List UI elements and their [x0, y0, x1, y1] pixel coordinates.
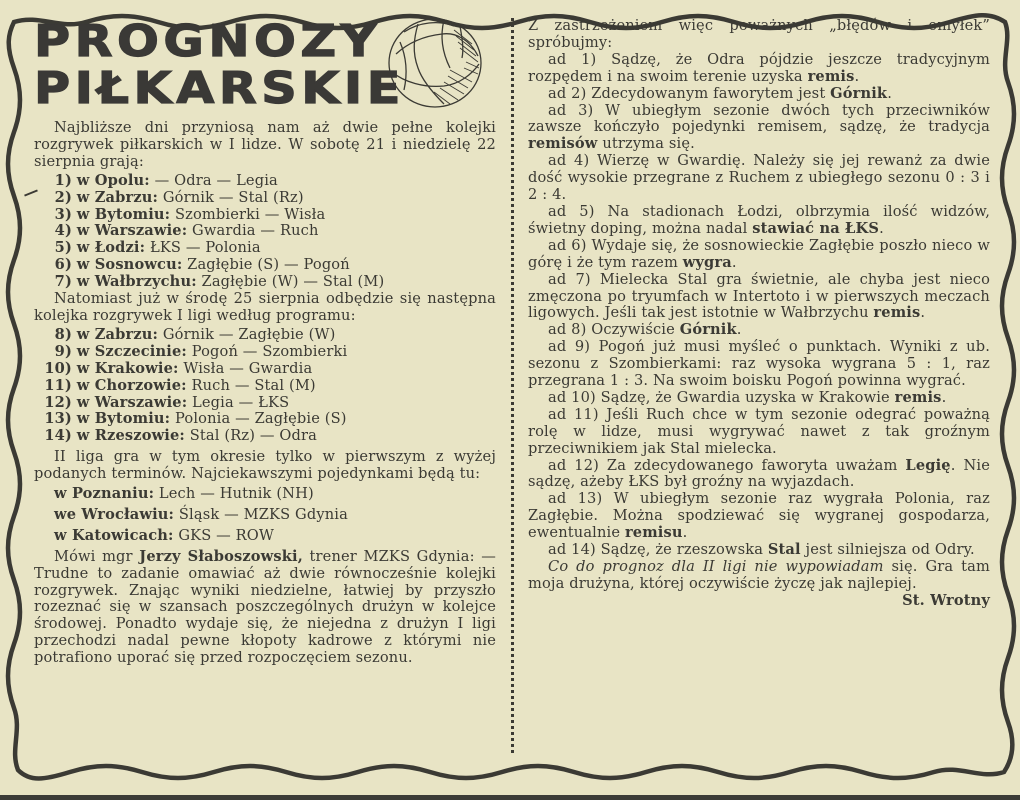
right-column	[528, 4, 990, 610]
prediction-item: ad 3) W ubiegłym sezonie dwóch tych przeciwników zawsze kończyło pojedynki remisem, sądzę, że tradycja remisów utrzyma się.	[528, 101, 990, 153]
prediction-item: ad 9) Pogoń już musi myśleć o punktach. Wyniki z ub. sezonu z Szombierkami: raz wysoka wygrana 5 : 1, raz przegrana 1 : 3. Na swoim boisku Pogoń powinna wygrać.	[528, 338, 990, 390]
predictions-list	[528, 52, 990, 559]
second-league-fixtures	[34, 486, 496, 545]
prediction-item: ad 8) Oczywiście Górnik.	[548, 321, 742, 339]
prediction-item: ad 14) Sądzę, że rzeszowska Stal jest silniejsza od Odry.	[548, 541, 975, 559]
fixture-row: 11) w Chorzowie: Ruch — Stal (M)	[44, 376, 316, 394]
fixture-row: w Katowicach: GKS — ROW	[54, 526, 275, 544]
fixture-row: 3) w Bytomiu: Szombierki — Wisła	[54, 205, 326, 223]
prediction-item: ad 13) W ubiegłym sezonie raz wygrała Polonia, raz Zagłębie. Można spodziewać się wygranej gospodarza, ewentualnie remisu.	[528, 490, 990, 542]
prediction-item: ad 10) Sądzę, że Gwardia uzyska w Krakowie remis.	[548, 388, 947, 406]
prediction-item: ad 4) Wierzę w Gwardię. Należy się jej rewanż za dwie dość wysokie przegrane z Ruchem z ubiegłego sezonu 0 : 3 i 2 : 4.	[528, 152, 990, 204]
fixture-row: 7) w Wałbrzychu: Zagłębie (W) — Stal (M)	[54, 273, 385, 291]
prediction-item: ad 2) Zdecydowanym faworytem jest Górnik.	[548, 84, 892, 102]
second-league-paragraph: II liga gra w tym okresie tylko w pierwszym z wyżej podanych terminów. Najciekawszymi pojedynkami będą tu:	[34, 448, 496, 483]
title-line-1: PROGNOZY	[34, 16, 381, 67]
fixture-row: 9) w Szczecinie: Pogoń — Szombierki	[54, 342, 348, 360]
fixture-row: 12) w Warszawie: Legia — ŁKS	[44, 393, 290, 411]
fixture-row: 10) w Krakowie: Wisła — Gwardia	[44, 359, 313, 377]
fixture-row: 1) w Opolu: — Odra — Legia	[54, 171, 278, 189]
fixture-row: 2) w Zabrzu: Górnik — Stal (Rz)	[54, 188, 304, 206]
fixture-row: 6) w Sosnowcu: Zagłębie (S) — Pogoń	[54, 256, 350, 274]
round2-fixtures	[34, 327, 496, 445]
prediction-item: ad 12) Za zdecydowanego faworyta uważam Legię. Nie sądzę, ażeby ŁKS był groźny na wyjazdach.	[528, 456, 990, 491]
prediction-item: ad 1) Sądzę, że Odra pójdzie jeszcze tradycyjnym rozpędem i na swoim terenie uzyska remis.	[528, 50, 990, 85]
fixture-row: w Poznaniu: Lech — Hutnik (NH)	[54, 485, 314, 503]
prediction-item: ad 5) Na stadionach Łodzi, olbrzymia ilość widzów, świetny doping, można nadal stawiać na ŁKS.	[528, 202, 990, 237]
left-column	[34, 0, 496, 667]
round1-fixtures	[34, 173, 496, 291]
fixture-row: we Wrocławiu: Śląsk — MZKS Gdynia	[54, 505, 348, 523]
midweek-paragraph: Natomiast już w środę 25 sierpnia odbędzie się następna kolejka rozgrywek I ligi według programu:	[34, 290, 496, 324]
scan-bottom-edge	[0, 795, 1020, 800]
prediction-item: ad 7) Mielecka Stal gra świetnie, ale chyba jest nieco zmęczona po tryumfach w Intertoto i w pierwszych meczach ligowych. Jeśli tak jest istotnie w Wałbrzychu remis.	[528, 270, 990, 322]
fixture-row: 4) w Warszawie: Gwardia — Ruch	[54, 222, 319, 240]
coach-name: Jerzy Słaboszowski,	[139, 547, 303, 565]
fixture-row: 13) w Bytomiu: Polonia — Zagłębie (S)	[44, 410, 347, 428]
closing-paragraph: Co do prognoz dla II ligi nie wypowiadam się. Gra tam moja drużyna, której oczywiście życzę jak najlepiej.	[528, 558, 991, 592]
intro-paragraph: Najbliższe dni przyniosą nam aż dwie pełne kolejki rozgrywek piłkarskich w I lidze. W sobotę 21 i niedzielę 22 sierpnia grają:	[34, 119, 496, 170]
signature-row	[528, 593, 990, 610]
author-signature: St. Wrotny	[902, 591, 990, 609]
fixture-row: 5) w Łodzi: ŁKS — Polonia	[54, 239, 261, 257]
prediction-item: ad 6) Wydaje się, że sosnowieckie Zagłębie poszło nieco w górę i że tym razem wygra.	[528, 236, 990, 271]
article-title	[34, 18, 551, 112]
predictions-intro: Z zastrzeżeniem więc poważnych „błędów i omyłek” spróbujmy:	[528, 17, 990, 51]
coach-quote-paragraph: Mówi mgr Jerzy Słaboszowski, trener MZKS Gdynia: — Trudne to zadanie omawiać aż dwie równocześnie kolejki rozgrywek. Znając wyniki niedzielne, łatwiej by przyszło rozeznać się w szansach poszczególnych drużyn w kolejce środowej. Ponadto wydaje się, że niejedna z drużyn I ligi przechodzi nadal pewne kłopoty kadrowe z którymi nie potrafiono uporać się przed rozpoczęciem sezonu.	[34, 547, 496, 667]
title-line-2: PIŁKARSKIE	[34, 63, 405, 114]
fixture-row: 14) w Rzeszowie: Stal (Rz) — Odra	[44, 427, 317, 445]
fixture-row: 8) w Zabrzu: Górnik — Zagłębie (W)	[54, 325, 336, 343]
prediction-item: ad 11) Jeśli Ruch chce w tym sezonie odegrać poważną rolę w lidze, musi wygrywać nawet z tak groźnym przeciwnikiem jak Stal mielecka.	[528, 405, 990, 457]
column-divider-dotted	[511, 18, 514, 753]
